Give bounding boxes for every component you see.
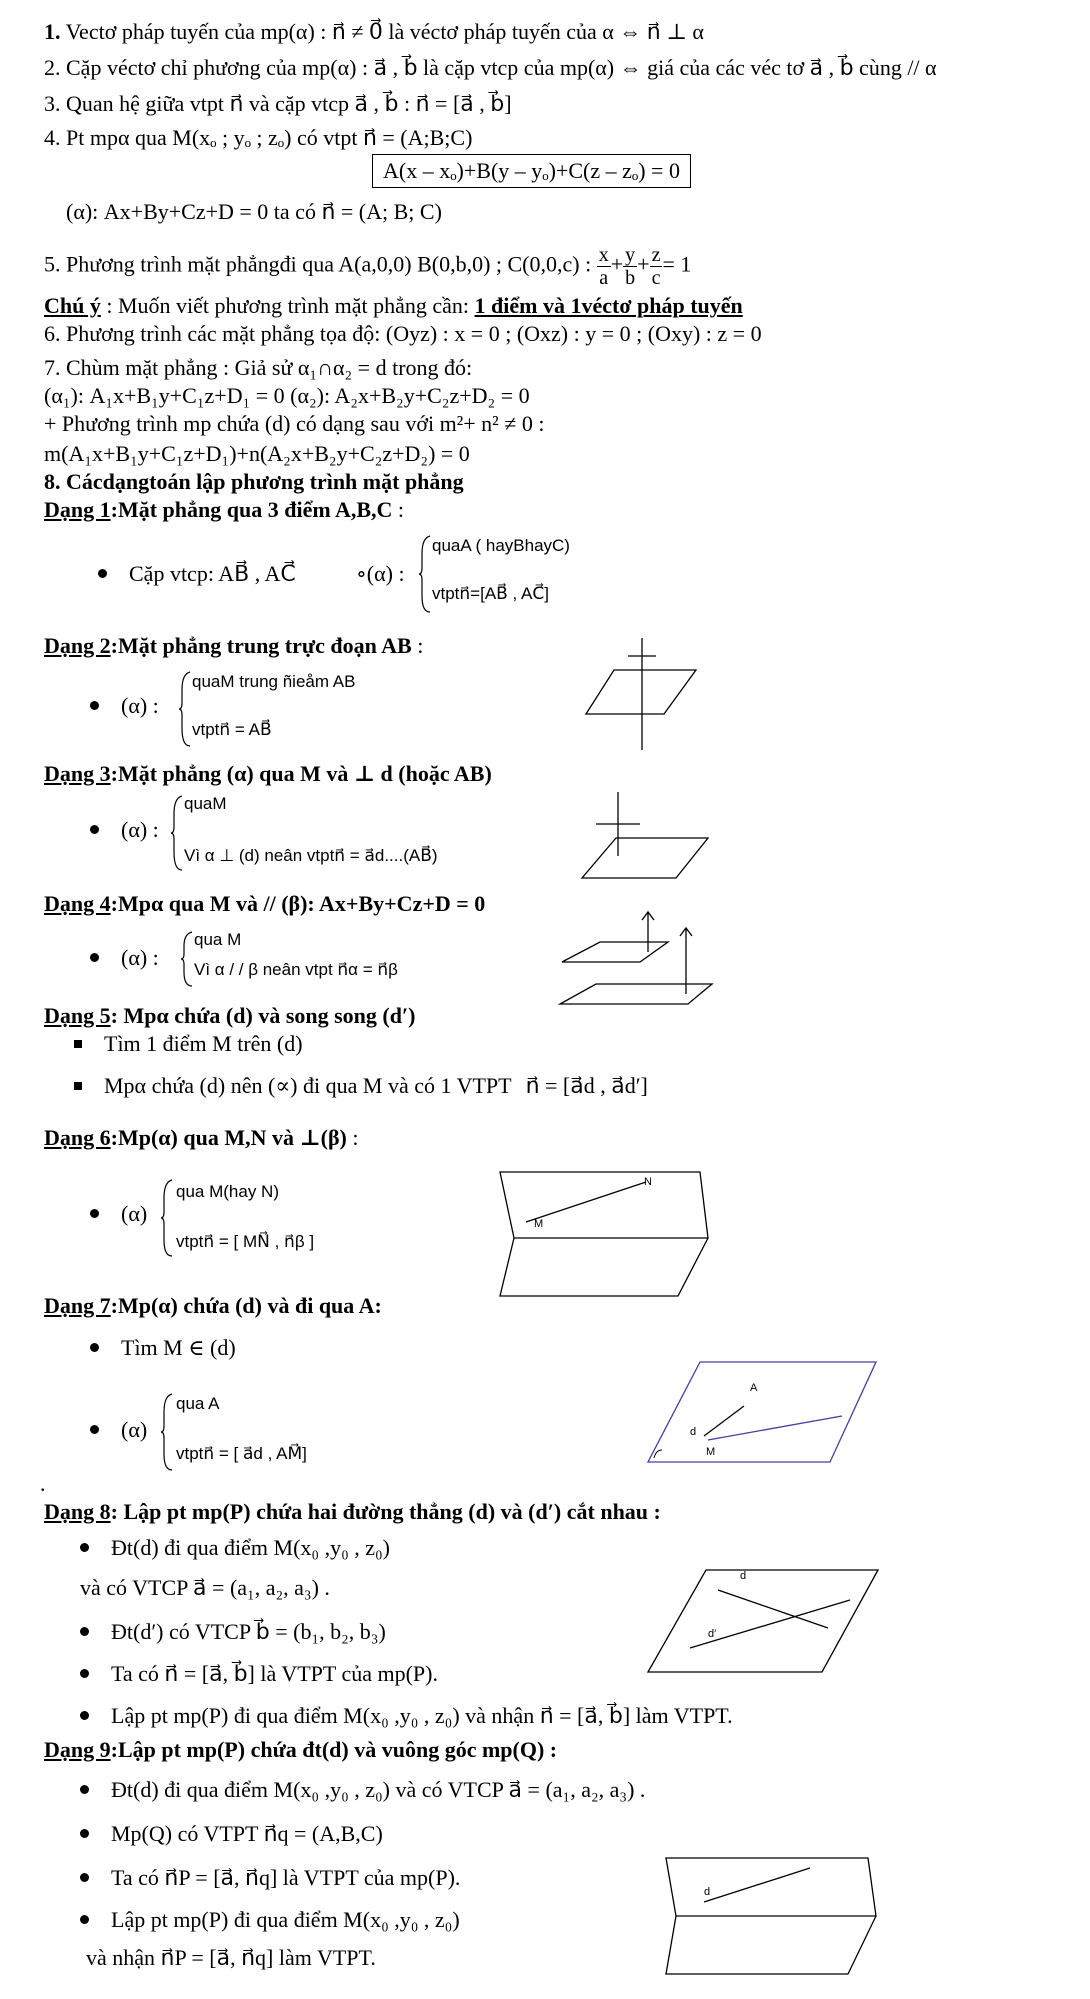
dang6-sys2: vtptn⃗ = [ MN⃗ , n⃗β ]: [176, 1232, 315, 1251]
dang7-lhs: (α): [121, 1417, 148, 1442]
dang9-b2-text: Mp(Q) có VTPT n⃗q = (A,B,C): [111, 1821, 383, 1846]
dang6-bullet: [90, 1200, 147, 1228]
dang2-sys1: quaM trung ñieåm AB: [192, 672, 356, 691]
fraction-z-c: [650, 244, 663, 289]
dang4-sys1: qua M: [194, 930, 242, 949]
dang7-label-a: A: [750, 1382, 758, 1394]
line-7b: (α₁): A₁x+B₁y+C₁z+D₁ = 0 (α₂): A₂x+B₂y+C₂z+D₂ = 0: [44, 383, 530, 408]
dang8-b2-text: Đt(d′) có VTCP b⃗ = (b₁, b₂, b₃): [111, 1619, 386, 1644]
bullet-dot: [90, 1425, 99, 1434]
dang3-figure: [580, 790, 712, 884]
dang8-bullet-2: [80, 1618, 386, 1646]
line-2: 2. Cặp véctơ chỉ phương của mp(α) : a⃗ , b⃗ là cặp vtcp của mp(α) ⇔ giá của các véc tơ a⃗ , b⃗ cùng // α: [44, 55, 937, 80]
bullet-dot: [80, 1711, 89, 1720]
dang2-label: Dạng 2: [44, 633, 111, 658]
dang7-sys2: vtptn⃗ = [ a⃗d , AM⃗]: [176, 1444, 307, 1463]
line-5-rhs: = 1: [662, 251, 692, 277]
plane-equation-box: A(x – xₒ)+B(y – yₒ)+C(z – zₒ) = 0: [372, 154, 691, 188]
dang5-bullet-1: [74, 1030, 303, 1058]
dang7-label-m: M: [706, 1446, 716, 1458]
note-bold: 1 điểm và 1véctơ pháp tuyến: [474, 293, 743, 318]
dang6-title: :Mp(α) qua M,N và ⊥(β): [110, 1125, 347, 1150]
bullet-dot: [80, 1627, 89, 1636]
line-4b: (α): Ax+By+Cz+D = 0 ta có n⃗ = (A; B; C): [66, 199, 442, 224]
dang4-title: :Mpα qua M và // (β): Ax+By+Cz+D = 0: [110, 891, 486, 916]
dang1-bullet: [98, 560, 296, 588]
dang6-sys1: qua M(hay N): [176, 1182, 279, 1201]
line-5: 5. Phương trình mặt phẳngđi qua A(a,0,0) B(0,b,0) ; C(0,0,c) : $\frac{x}{a}$ + $\frac{y}{b}$ + $\frac{z}{c}$ = 1: [44, 244, 692, 289]
dang3-sys1: quaM: [184, 794, 227, 813]
dang8-bullet-4: [80, 1702, 733, 1730]
note-line: [44, 292, 743, 320]
line-7: 7. Chùm mặt phẳng : Giả sử α₁∩α₂ = d trong đó:: [44, 355, 473, 380]
bullet-dot: [90, 1343, 99, 1352]
frac-num: x: [598, 244, 609, 266]
line-7c: + Phương trình mp chứa (d) có dạng sau với m²+ n² ≠ 0 :: [44, 411, 545, 436]
bullet-dot: [80, 1915, 89, 1924]
dang3-title: :Mặt phẳng (α) qua M và ⊥ d (hoặc AB): [110, 761, 492, 786]
frac-den: c: [651, 267, 661, 289]
note-text: : Muốn viết phương trình mặt phẳng cần:: [100, 293, 475, 318]
dang9-bullet-3: [80, 1864, 460, 1892]
dang8-bullet-3: [80, 1660, 438, 1688]
note-label: Chú ý: [44, 293, 101, 318]
bullet-dot: [98, 569, 107, 578]
dang3-label: Dạng 3: [44, 761, 111, 786]
dang5-label: Dạng 5: [44, 1003, 111, 1028]
dang9-bullet-1: [80, 1776, 645, 1804]
dang2-title: :Mặt phẳng trung trực đoạn AB: [110, 633, 412, 658]
dang1-title: :Mặt phẳng qua 3 điểm A,B,C: [110, 497, 393, 522]
bullet-dot: [80, 1669, 89, 1678]
fraction-y-b: [623, 244, 637, 289]
dang6-brace: [160, 1178, 174, 1258]
dang2-brace: [178, 670, 192, 748]
dang3-brace: [170, 794, 184, 872]
dang1-sys2: vtptn⃗=[AB⃗ , AC⃗]: [432, 584, 549, 603]
dang5-bullet-2: [74, 1072, 648, 1100]
bullet-dot: [80, 1873, 89, 1882]
dang8-label-d2: d′: [708, 1628, 717, 1640]
dang1-circle: ∘(α) :: [356, 561, 405, 586]
bullet-dot: [90, 1209, 99, 1218]
bullet-dot: [90, 825, 99, 834]
dang8-heading: [44, 1498, 661, 1526]
dang6-label-m: M: [534, 1218, 544, 1230]
dang9-figure: [664, 1854, 880, 1978]
dang1-bullet-text: Cặp vtcp: AB⃗ , AC⃗: [129, 561, 296, 586]
dang1-colon: :: [392, 497, 405, 522]
line-6: 6. Phương trình các mặt phẳng tọa độ: (Oyz) : x = 0 ; (Oxz) : y = 0 ; (Oxy) : z = 0: [44, 321, 762, 346]
frac-num: z: [651, 244, 661, 266]
dang3-sys2: Vì α ⊥ (d) neân vtptn⃗ = a⃗d....(AB⃗): [184, 846, 438, 865]
dang7-heading: [44, 1292, 382, 1320]
dang7-bullet-1: [90, 1334, 236, 1362]
dang8-title: : Lập pt mp(P) chứa hai đường thẳng (d) và (d′) cắt nhau :: [110, 1499, 661, 1524]
dang2-bullet: [90, 692, 159, 720]
dang4-figure: [556, 908, 716, 1008]
dang7-label: Dạng 7: [44, 1293, 111, 1318]
dang4-sys2: Vì α / / β neân vtpt n⃗α = n⃗β: [194, 960, 398, 979]
dang5-title: : Mpα chứa (d) và song song (d′): [110, 1003, 416, 1028]
dang4-brace: [180, 930, 194, 988]
dang8-b4-text: Lập pt mp(P) đi qua điểm M(x₀ ,y₀ , z₀) và nhận n⃗ = [a⃗, b⃗] làm VTPT.: [111, 1703, 733, 1728]
dang6-heading: [44, 1124, 359, 1152]
dang2-sys2: vtptn⃗ = AB⃗: [192, 720, 272, 739]
dang6-label: Dạng 6: [44, 1125, 111, 1150]
dang7-figure: [646, 1358, 880, 1466]
dang3-bullet: [90, 816, 159, 844]
dang4-lhs: (α) :: [121, 945, 159, 970]
dang9-b4-text: Lập pt mp(P) đi qua điểm M(x₀ ,y₀ , z₀): [111, 1907, 460, 1932]
dang5-b2-eq: n⃗ = [a⃗d , a⃗d′]: [525, 1073, 648, 1098]
dang9-b4b: và nhận n⃗P = [a⃗, n⃗q] làm VTPT.: [86, 1945, 376, 1970]
dang6-colon: :: [346, 1125, 359, 1150]
dang4-label: Dạng 4: [44, 891, 111, 916]
line-5-text: 5. Phương trình mặt phẳngđi qua A(a,0,0) B(0,b,0) ; C(0,0,c) :: [44, 251, 592, 277]
dang5-b2-text: Mpα chứa (d) nên (∝) đi qua M và có 1 VTPT: [104, 1073, 512, 1098]
bullet-square: [74, 1040, 82, 1048]
frac-den: a: [599, 267, 609, 289]
dang1-sys1: quaA ( hayBhayC): [432, 536, 570, 555]
dang9-b1-text: Đt(d) đi qua điểm M(x₀ ,y₀ , z₀) và có VTCP a⃗ = (a₁, a₂, a₃) .: [111, 1777, 646, 1802]
dang8-figure: [646, 1566, 882, 1676]
dang7-label-d: d: [690, 1426, 697, 1438]
dang4-bullet: [90, 944, 159, 972]
dang6-label-n: N: [644, 1176, 652, 1188]
dang9-heading: [44, 1736, 557, 1764]
dang8-b3-text: Ta có n⃗ = [a⃗, b⃗] là VTPT của mp(P).: [111, 1661, 438, 1686]
stray-dot: .: [40, 1471, 46, 1496]
dang2-heading: [44, 632, 423, 660]
dang2-lhs: (α) :: [121, 693, 159, 718]
dang8-label-d: d: [740, 1570, 747, 1582]
dang6-lhs: (α): [121, 1201, 148, 1226]
dang5-b1-text: Tìm 1 điểm M trên (d): [104, 1031, 303, 1056]
dang8-bullet-1: [80, 1534, 390, 1562]
line-7d: m(A₁x+B₁y+C₁z+D₁)+n(A₂x+B₂y+C₂z+D₂) = 0: [44, 441, 470, 466]
dang7-sys1: qua A: [176, 1394, 220, 1413]
dang8-label: Dạng 8: [44, 1499, 111, 1524]
dang5-heading: [44, 1002, 416, 1030]
dang8-b1b: và có VTCP a⃗ = (a₁, a₂, a₃) .: [80, 1575, 330, 1600]
bullet-dot: [80, 1785, 89, 1794]
dang9-label-d: d: [704, 1886, 711, 1898]
dang1-heading: [44, 496, 404, 524]
bullet-dot: [90, 701, 99, 710]
line-8: 8. Cácdạngtoán lập phương trình mặt phẳng: [44, 469, 464, 494]
dang4-heading: [44, 890, 485, 918]
bullet-dot: [80, 1543, 89, 1552]
line-1-text: Vectơ pháp tuyến của mp(α) : n⃗ ≠ 0⃗ là véctơ pháp tuyến của α ⇔ n⃗ ⊥ α: [60, 19, 704, 44]
dang3-heading: [44, 760, 492, 788]
bullet-dot: [80, 1829, 89, 1838]
dang8-b1-text: Đt(d) đi qua điểm M(x₀ ,y₀ , z₀): [111, 1535, 391, 1560]
frac-num: y: [625, 244, 636, 266]
dang9-bullet-4: [80, 1906, 460, 1934]
line-3: 3. Quan hệ giữa vtpt n⃗ và cặp vtcp a⃗ , b⃗ : n⃗ = [a⃗ , b⃗]: [44, 91, 512, 116]
dang7-brace: [160, 1392, 174, 1472]
line-1: 1. Vectơ pháp tuyến của mp(α) : n⃗ ≠ 0⃗ là véctơ pháp tuyến của α ⇔ n⃗ ⊥ α: [44, 19, 704, 44]
dang7-title: :Mp(α) chứa (d) và đi qua A:: [110, 1293, 382, 1318]
line-4: 4. Pt mpα qua M(xₒ ; yₒ ; zₒ) có vtpt n⃗ = (A;B;C): [44, 125, 473, 150]
dang9-label: Dạng 9: [44, 1737, 111, 1762]
dang1-label: Dạng 1: [44, 497, 111, 522]
dang3-lhs: (α) :: [121, 817, 159, 842]
dang9-bullet-2: [80, 1820, 383, 1848]
fraction-x-a: [597, 244, 611, 289]
dang1-brace: [418, 534, 432, 614]
dang9-b3-text: Ta có n⃗P = [a⃗, n⃗q] là VTPT của mp(P).: [111, 1865, 461, 1890]
dang7-bullet-2: [90, 1416, 147, 1444]
dang2-figure: [584, 636, 704, 752]
bullet-square: [74, 1082, 82, 1090]
dang7-b1-text: Tìm M ∈ (d): [121, 1335, 236, 1360]
bullet-dot: [90, 953, 99, 962]
dang9-title: :Lập pt mp(P) chứa đt(d) và vuông góc mp(Q) :: [110, 1737, 558, 1762]
dang2-colon: :: [411, 633, 424, 658]
dang6-figure: [496, 1166, 710, 1306]
frac-den: b: [625, 267, 636, 289]
